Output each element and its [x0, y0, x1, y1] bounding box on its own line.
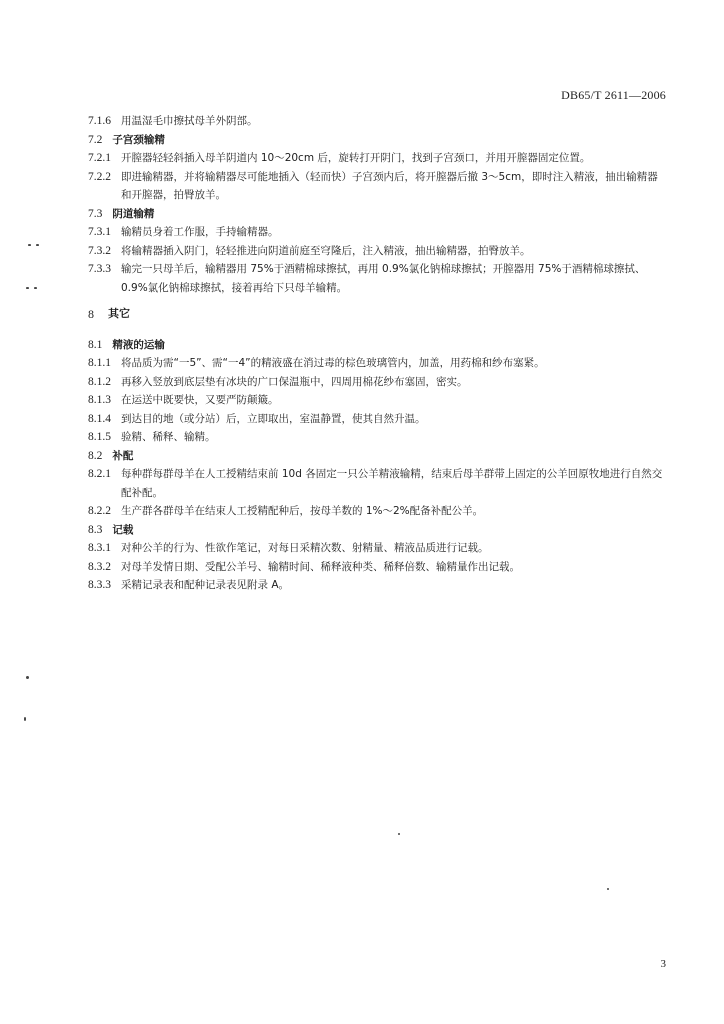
clause-text: 即进输精器，并将输精器尽可能地插入（轻而快）子宫颈内后，将开膣器后撤 3～5cm，即时注入精液，抽出输精器和开膣器，拍臀放羊。 — [121, 170, 658, 201]
clause-number: 8.3 — [88, 523, 103, 536]
clause-text: 输完一只母羊后，输精器用 75%于酒精棉球擦拭，再用 0.9%氯化钠棉球擦拭；开膣器用 75%于酒精棉球擦拭、0.9%氯化钠棉球擦拭，接着再给下只母羊输精。 — [121, 263, 646, 294]
section-heading — [88, 336, 666, 355]
clause-number: 7.2 — [88, 133, 103, 146]
scan-speck — [36, 244, 39, 246]
clause-number: 7.2.1 — [88, 152, 111, 164]
clause-item — [88, 149, 666, 168]
clause-text: 在运送中既要快，又要严防颠簸。 — [121, 394, 279, 406]
clause-text: 记载 — [112, 523, 134, 536]
scan-speck — [26, 676, 29, 679]
clause-text: 将品质为需“一5”、需“一4”的精液盛在消过毒的棕色玻璃管内，加盖，用药棉和纱布塞紧。 — [121, 357, 545, 369]
clause-item — [88, 558, 666, 577]
clause-number: 8.2.1 — [88, 468, 111, 480]
clause-text: 补配 — [112, 449, 134, 462]
clause-item — [88, 260, 666, 297]
clause-item — [88, 112, 666, 131]
clause-text: 到达目的地（或分站）后，立即取出，室温静置，使其自然升温。 — [121, 412, 426, 425]
section-heading — [88, 447, 666, 466]
clause-number: 8.2 — [88, 449, 103, 462]
clause-number: 7.1.6 — [88, 115, 111, 127]
clause-text: 采精记录表和配种记录表见附录 A。 — [121, 579, 290, 591]
clause-text: 开膣器轻轻斜插入母羊阴道内 10～20cm 后，旋转打开阴门，找到子宫颈口，并用开膣器固定位置。 — [121, 152, 591, 164]
clause-number: 8.3.2 — [88, 560, 111, 573]
scan-speck — [26, 287, 29, 289]
clause-number: 8.1.2 — [88, 375, 111, 388]
clause-item — [88, 391, 666, 410]
clause-item — [88, 465, 666, 502]
clause-text: 输精员身着工作服，手持输精器。 — [121, 226, 279, 238]
clause-text: 对母羊发情日期、受配公羊号、输精时间、稀释液种类、稀释倍数、输精量作出记载。 — [121, 560, 520, 573]
clause-text: 每种群每群母羊在人工授精结束前 10d 各固定一只公羊精液输精，结束后母羊群带上固定的公羊回原牧地进行自然交配补配。 — [121, 468, 663, 499]
clause-item — [88, 539, 666, 558]
clause-text: 将输精器插入阴门，轻轻推进向阴道前庭至穹隆后，注入精液，抽出输精器，拍臀放羊。 — [121, 244, 531, 257]
clause-number: 8.1.1 — [88, 357, 111, 369]
standard-code: DB65/T 2611—2006 — [561, 88, 666, 102]
clause-number: 8 — [88, 307, 94, 321]
clause-number: 8.1 — [88, 338, 103, 351]
section-heading — [88, 205, 666, 224]
clause-text: 验精、稀释、输精。 — [121, 431, 216, 443]
clause-item — [88, 502, 666, 521]
clause-number: 8.1.3 — [88, 394, 111, 406]
clause-number: 7.3.2 — [88, 244, 111, 257]
body-text — [88, 112, 666, 595]
clause-number: 8.1.4 — [88, 412, 111, 425]
clause-text: 再移入竖放到底层垫有冰块的广口保温瓶中，四周用棉花纱布塞固，密实。 — [121, 375, 468, 388]
scan-speck — [607, 888, 609, 890]
clause-number: 7.2.2 — [88, 170, 111, 183]
clause-text: 用温湿毛巾擦拭母羊外阴部。 — [121, 115, 258, 127]
clause-text: 精液的运输 — [112, 338, 165, 351]
page-number: 3 — [660, 958, 666, 970]
clause-text: 阴道输精 — [112, 207, 155, 220]
clause-number: 8.1.5 — [88, 431, 111, 443]
scan-speck — [398, 833, 400, 835]
clause-text: 对种公羊的行为、性欲作笔记，对每日采精次数、射精量、精液品质进行记载。 — [121, 542, 489, 554]
clause-item — [88, 242, 666, 261]
clause-number: 7.3 — [88, 207, 103, 220]
clause-number: 7.3.1 — [88, 226, 111, 238]
clause-text: 生产群各群母羊在结束人工授精配种后，按母羊数的 1%～2%配备补配公羊。 — [121, 505, 484, 517]
scan-speck — [34, 287, 37, 289]
clause-number: 8.3.3 — [88, 579, 111, 591]
chapter-heading — [88, 305, 666, 324]
clause-number: 8.3.1 — [88, 542, 111, 554]
scan-speck — [24, 717, 26, 721]
clause-item — [88, 373, 666, 392]
clause-number: 8.2.2 — [88, 505, 111, 517]
section-heading — [88, 131, 666, 150]
clause-item — [88, 354, 666, 373]
clause-item — [88, 428, 666, 447]
clause-text: 其它 — [108, 307, 130, 320]
section-heading — [88, 521, 666, 540]
clause-item — [88, 576, 666, 595]
clause-item — [88, 168, 666, 205]
clause-item — [88, 410, 666, 429]
scan-speck — [28, 244, 31, 246]
clause-number: 7.3.3 — [88, 263, 111, 275]
clause-text: 子宫颈输精 — [112, 133, 165, 146]
clause-item — [88, 223, 666, 242]
